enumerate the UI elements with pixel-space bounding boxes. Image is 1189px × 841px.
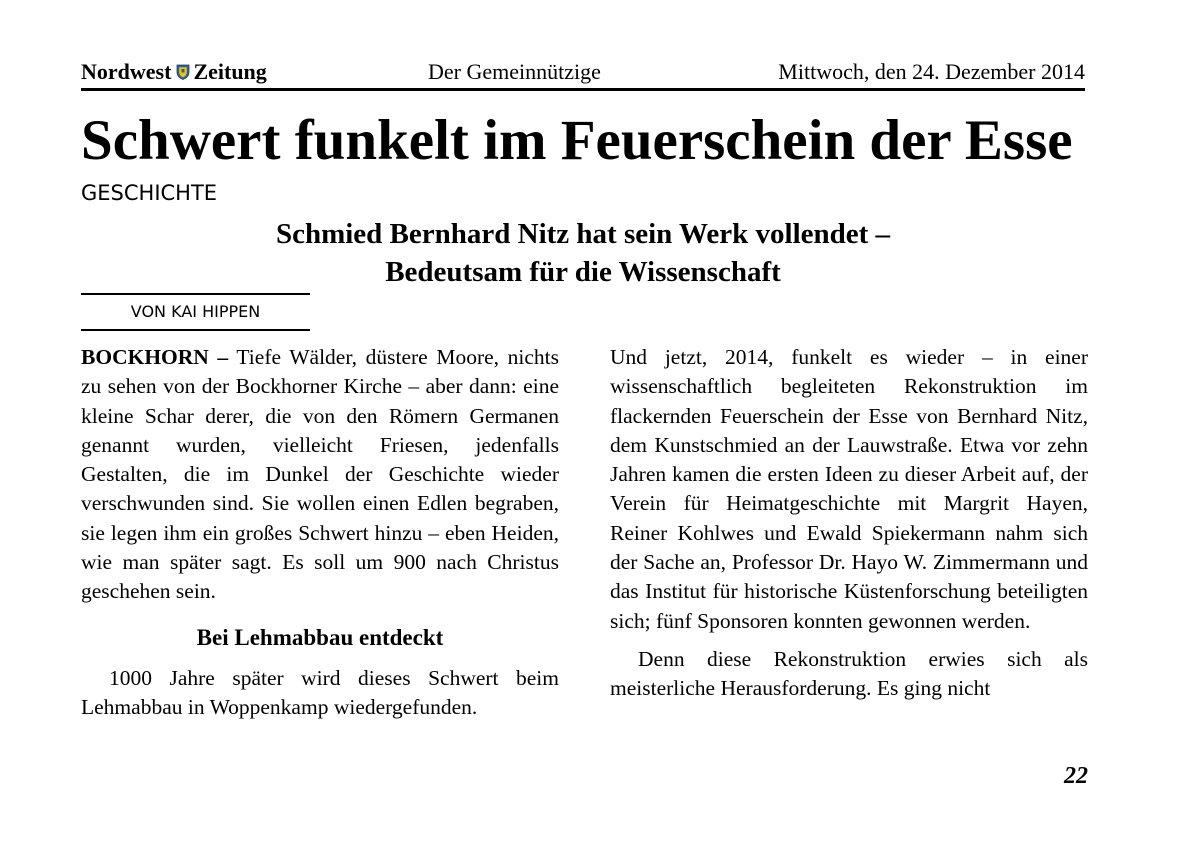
byline-rule-top: [81, 293, 310, 295]
issue-date: Mittwoch, den 24. Dezember 2014: [778, 59, 1085, 84]
dateline: BOCKHORN –: [81, 345, 229, 369]
page-number: 22: [1064, 763, 1088, 789]
masthead: [81, 58, 1085, 86]
paragraph-1-text: Tiefe Wälder, düstere Moore, nichts zu sehen von der Bockhorner Kirche – aber dann: eine kleine Schar derer, die von den Römern Germanen genannt wurden, vielleicht Friesen, jedenfalls Gestalten, die im Dunkel der Geschichte wieder verschwunden sind. Sie wollen einen Edlen begraben, sie legen ihm ein großes Schwert hinzu – eben Heiden, wie man später sagt. Es soll um 900 nach Christus geschehen sein.: [81, 345, 559, 604]
masthead-divider: [81, 88, 1085, 91]
byline: VON KAI HIPPEN: [130, 302, 261, 321]
paragraph-4: Denn diese Rekonstruktion erwies sich als meisterliche Herausforderung. Es ging nicht: [610, 646, 1088, 701]
article-column-right: [610, 343, 1088, 704]
paper-name-part1: Nordwest: [81, 59, 172, 84]
subhead-line-1: Schmied Bernhard Nitz hat sein Werk vollendet –: [275, 218, 891, 250]
paper-name-part2: Zeitung: [193, 59, 267, 84]
section-heading: Bei Lehmabbau entdeckt: [196, 624, 444, 650]
article-kicker: GESCHICHTE: [81, 181, 218, 205]
subhead-line-2: Bedeutsam für die Wissenschaft: [385, 256, 781, 288]
byline-rule-bottom: [81, 329, 310, 331]
paragraph-1: [81, 343, 559, 607]
article-subhead: [81, 215, 1085, 291]
article-headline: Schwert funkelt im Feuerschein der Esse: [81, 109, 1073, 172]
paragraph-3: Und jetzt, 2014, funkelt es wieder – in einer wissenschaftlich begleiteten Rekonstruktion im flackernden Feuerschein der Esse von Bernhard Nitz, dem Kunstschmied an der Lauwstraße. Etwa vor zehn Jahren kamen die ersten Ideen zu dieser Arbeit auf, der Verein für Heimatgeschichte mit Margrit Hayen, Reiner Kohlwes und Ewald Spiekermann nahm sich der Sache an, Professor Dr. Hayo W. Zimmermann und das Institut für historische Küstenforschung beteiligten sich; fünf Sponsoren konnten gewonnen werden.: [610, 345, 1088, 633]
section-name: Der Gemeinnützige: [428, 59, 601, 84]
paragraph-2: 1000 Jahre später wird dieses Schwert beim Lehmabbau in Woppenkamp wiedergefunden.: [81, 665, 559, 719]
paper-name: [81, 58, 267, 86]
coat-of-arms-icon: [176, 64, 190, 80]
article-column-left: [81, 343, 559, 722]
